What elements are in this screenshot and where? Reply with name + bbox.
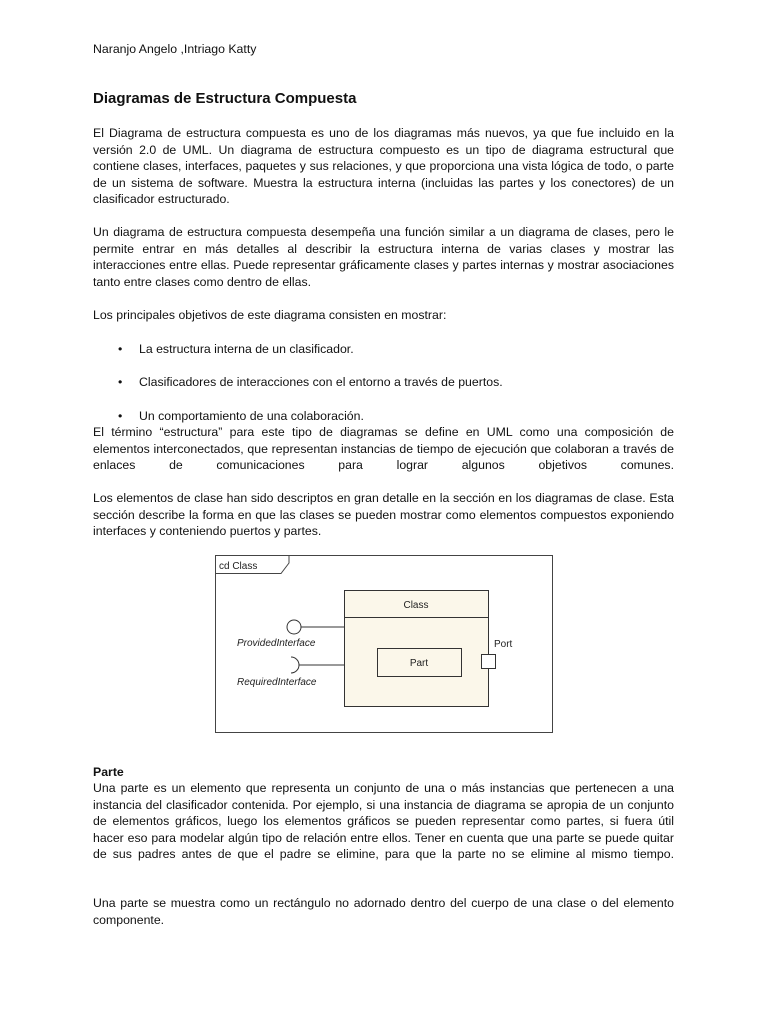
part-label: Part: [409, 658, 429, 669]
paragraph-function: Un diagrama de estructura compuesta desempeña una función similar a un diagrama de clases, pero le permite entrar en más detalles al describir la estructura interna de varias clases y mostrar las interacciones entre ellas. Puede representar gráficamente clases y partes internas y mostrar asociaciones tanto entre clases como dentro de ellas.: [93, 225, 674, 289]
paragraph-part-display: Una parte se muestra como un rectángulo no adornado dentro del cuerpo de una clase o del elemento componente.: [93, 896, 674, 927]
bullet-item: • Un comportamiento de una colaboración.: [118, 409, 364, 423]
class-name: Class: [403, 600, 429, 611]
paragraph-part-definition: Una parte es un elemento que representa un conjunto de una o más instancias que pertenecen a una instancia del clasificador contenida. Por ejemplo, si una instancia de diagrama se apropia de un conjunto de elementos gráficos, luego los elementos gráficos se pueden representar como partes, si fuera útil hacer eso para modelar algún tipo de relación entre ellos. Tener en cuenta que una parte se puede quitar de sus padres antes de que el padre se elimine, para que la parte no se elimine al mismo tiempo.: [93, 781, 674, 862]
bullet-icon: •: [118, 342, 123, 356]
uml-composite-diagram: [215, 555, 553, 733]
author-line: Naranjo Angelo ,Intriago Katty: [93, 42, 257, 56]
provided-interface-label: ProvidedInterface: [237, 638, 316, 649]
paragraph-class-elements: Los elementos de clase han sido descriptos en gran detalle en la sección en los diagramas de clase. Esta sección describe la forma en que las clases se pueden mostrar como elementos compuestos exponiendo interfaces y conteniendo puertos y partes.: [93, 491, 674, 539]
port-square: [482, 655, 496, 669]
paragraph-intro: El Diagrama de estructura compuesta es uno de los diagramas más nuevos, ya que fue incluido en la versión 2.0 de UML. Un diagrama de estructura compuesto es un tipo de diagrama estructural que contiene clases, interfaces, paquetes y sus relaciones, y que proporciona una vista lógica de todo, o parte de un sistema de software. Muestra la estructura interna (incluidas las partes y los conectores) de un clasificador estructurado.: [93, 126, 674, 207]
paragraph-structure-term: El término “estructura” para este tipo de diagramas se define en UML como una composición de elementos interconectados, que representan instancias de tiempo de ejecución que colaboran a través de enlaces de comunicaciones para lograr algunos objetivos comunes.: [93, 425, 674, 473]
bullet-icon: •: [118, 409, 123, 423]
section-heading-parte: Parte: [93, 765, 124, 779]
port-label: Port: [494, 639, 513, 650]
bullet-item: • Clasificadores de interacciones con el entorno a través de puertos.: [118, 375, 503, 389]
page-title: Diagramas de Estructura Compuesta: [93, 90, 357, 107]
required-interface-label: RequiredInterface: [237, 677, 317, 688]
bullet-item: • La estructura interna de un clasificador.: [118, 342, 354, 356]
bullet-icon: •: [118, 375, 123, 389]
provided-interface-lollipop-icon: [287, 620, 301, 634]
paragraph-objectives: Los principales objetivos de este diagrama consisten en mostrar:: [93, 308, 447, 322]
frame-label: cd Class: [219, 561, 258, 572]
